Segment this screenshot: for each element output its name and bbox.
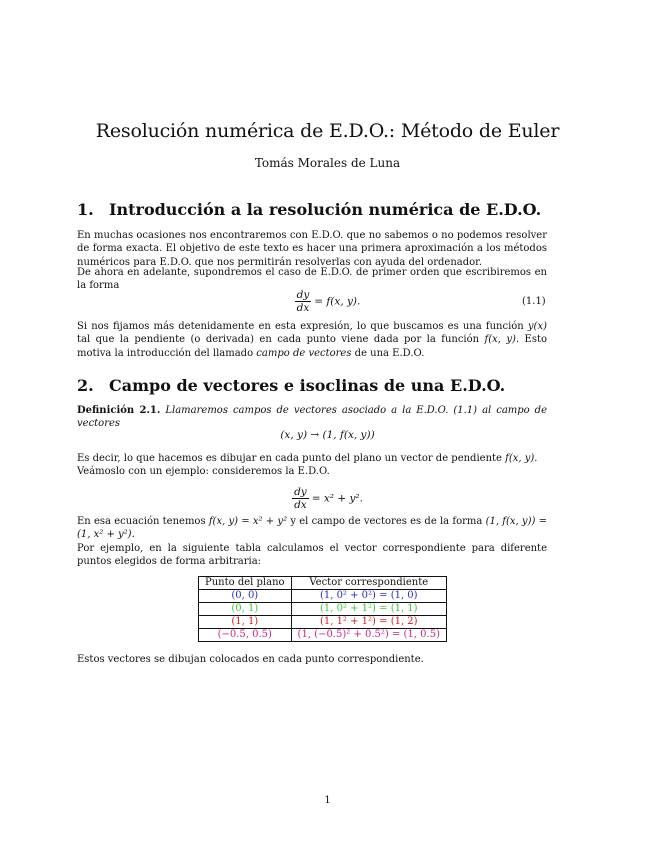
document-title: Resolución numérica de E.D.O.: Método de Euler (95, 120, 560, 142)
section-heading-2 (77, 376, 505, 395)
equation-rhs: = x² + y². (311, 492, 363, 505)
equation-vector-map: (x, y) → (1, f(x, y)) (280, 429, 375, 441)
cell-point: (0, 0) (199, 590, 292, 603)
section2-paragraph-1: Es decir, lo que hacemos es dibujar en cada punto del plano un vector de pendiente f(x, y). (77, 453, 538, 464)
equation-label: (1.1) (522, 296, 546, 307)
section-heading-1 (77, 200, 541, 219)
section-title: Introducción a la resolución numérica de E.D.O. (109, 200, 542, 219)
definition-label: Definición 2.1. (77, 405, 161, 416)
section2-paragraph-3: En esa ecuación tenemos f(x, y) = x² + y² y el campo de vectores es de la forma (1, f(x, y)) = (1, x² + y²). (77, 516, 547, 541)
section2-paragraph-2: Veámoslo con un ejemplo: consideremos la E.D.O. (77, 466, 330, 477)
cell-vector: (1, 0² + 0²) = (1, 0) (291, 590, 446, 603)
table-row (199, 629, 447, 642)
header-point: Punto del plano (199, 577, 292, 590)
section2-paragraph-4: Por ejemplo, en la siguiente tabla calculamos el vector correspondiente para diferente puntos elegidos de forma arbitraria: (77, 543, 547, 568)
intro-paragraph-2: De ahora en adelante, supondremos el caso de E.D.O. de primer orden que escribiremos en la forma (77, 267, 547, 292)
document-author: Tomás Morales de Luna (254, 156, 401, 170)
intro-paragraph-1: En muchas ocasiones nos encontraremos con E.D.O. que no sabemos o no podemos resolver de forma exacta. El objetivo de este texto es hacer una primera aproximación a los métodos numéricos para E.D.O. que nos permitirán resolverlas con ayuda del ordenador. (77, 230, 547, 268)
header-vector: Vector correspondiente (291, 577, 446, 590)
emphasis-campo-de-vectores: campo de vectores (256, 347, 352, 359)
cell-vector: (1, (−0.5)² + 0.5²) = (1, 0.5) (291, 629, 446, 642)
definition-text: Llamaremos campos de vectores asociado a la E.D.O. (1.1) al campo de vectores (77, 405, 547, 430)
table-row (199, 603, 447, 616)
cell-point: (1, 1) (199, 616, 292, 629)
definition-2-1 (77, 404, 547, 431)
cell-vector: (1, 1² + 1²) = (1, 2) (291, 616, 446, 629)
section-title: Campo de vectores e isoclinas de una E.D.O. (109, 376, 506, 395)
closing-paragraph: Estos vectores se dibujan colocados en cada punto correspondiente. (77, 654, 424, 665)
section-number: 1. (77, 200, 94, 219)
table-header-row (199, 577, 447, 590)
equation-rhs: = f(x, y). (314, 295, 361, 308)
cell-point: (−0.5, 0.5) (199, 629, 292, 642)
fraction-dy-dx: $\frac{dy}{dx}$ (296, 289, 310, 314)
fraction-dy-dx: $\frac{dy}{dx}$ (294, 486, 307, 511)
cell-vector: (1, 0² + 1²) = (1, 1) (291, 603, 446, 616)
page-number: 1 (324, 795, 331, 806)
table-row (199, 590, 447, 603)
cell-point: (0, 1) (199, 603, 292, 616)
vector-table (198, 576, 447, 642)
section-number: 2. (77, 376, 94, 395)
intro-paragraph-3: Si nos fijamos más detenidamente en esta expresión, lo que buscamos es una función y(x) tal que la pendiente (o derivada) en cada punto viene dada por la función f(x, y). Esto motiva la introducción del llamado campo de vectores de una E.D.O. (77, 321, 547, 359)
equation-2 (0, 486, 655, 511)
equation-1 (0, 289, 655, 314)
table-row (199, 616, 447, 629)
